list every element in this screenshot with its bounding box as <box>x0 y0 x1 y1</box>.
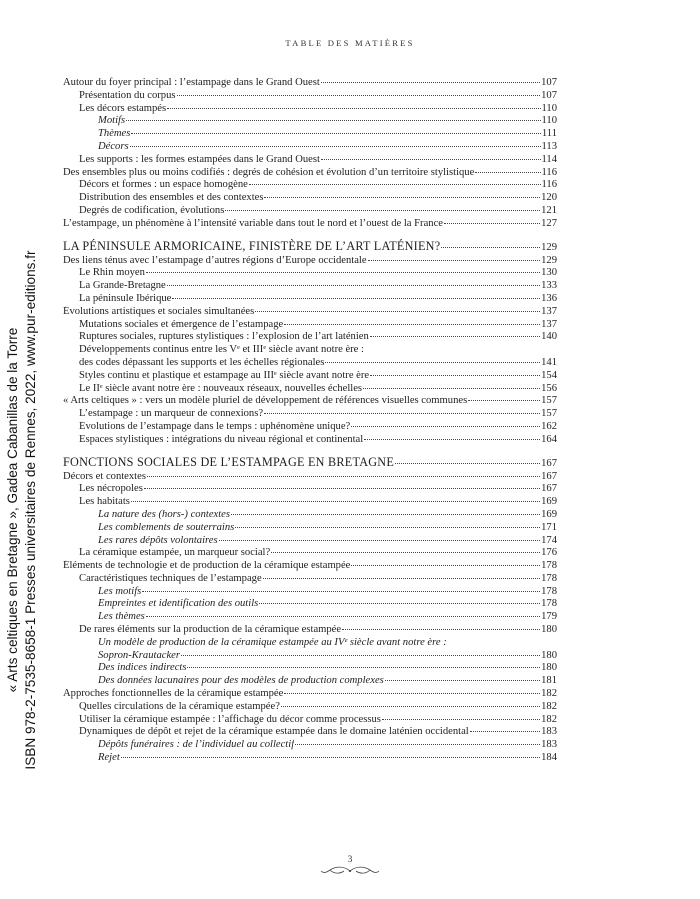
toc-entry <box>63 586 557 599</box>
toc-entry-title: Décors et formes : un espace homogène <box>79 179 248 191</box>
toc-page-number: 110 <box>541 115 557 127</box>
toc-page-number: 154 <box>541 369 557 381</box>
toc-entry-title: Degrés de codification, évolutions <box>79 204 225 216</box>
toc-entry-title: Éléments de technologie et de production de la céramique estampée <box>63 560 351 572</box>
toc-entry <box>63 205 557 218</box>
dot-leader <box>181 655 540 656</box>
toc-entry-title: La péninsule Ibérique <box>79 292 172 304</box>
dot-leader <box>167 285 540 286</box>
toc-entry <box>63 701 557 714</box>
toc-entry-title: Ruptures sociales, ruptures stylistiques : l’explosion de l’art laténien <box>79 331 369 343</box>
toc-page-number: 167 <box>541 458 557 470</box>
dot-leader <box>144 488 540 489</box>
dot-leader <box>172 298 540 299</box>
dot-leader <box>468 400 540 401</box>
toc-page-number: 167 <box>541 483 557 495</box>
toc-entry-title: Quelles circulations de la céramique estampée? <box>79 700 280 712</box>
toc-page-number: 129 <box>541 254 557 266</box>
dot-leader <box>121 757 540 758</box>
dot-leader <box>321 159 541 160</box>
toc-entry <box>63 547 557 560</box>
toc-entry <box>63 331 557 344</box>
toc-entry-title: Évolutions de l’estampage dans le temps : uphénomène unique? <box>79 420 351 432</box>
toc-page-number: 127 <box>541 217 557 229</box>
dot-leader <box>263 578 540 579</box>
toc-entry-title: Mutations sociales et émergence de l’estampage <box>79 318 284 330</box>
toc-entry <box>63 167 557 180</box>
sidebar-line-title: « Arts celtiques en Bretagne », Gadea Cabanillas de la Torre <box>5 327 20 693</box>
toc-page-number: 157 <box>541 408 557 420</box>
toc-entry <box>63 535 557 548</box>
toc-entry-title: Développements continus entre les Vᵉ et IIIᵉ siècle avant notre ère : <box>79 344 364 356</box>
dot-leader <box>187 667 540 668</box>
dot-leader <box>351 565 540 566</box>
toc-entry-title: Les décors estampés <box>79 102 167 114</box>
toc-page-number: 167 <box>541 470 557 482</box>
toc-entry <box>63 255 557 268</box>
toc-entry-title: Approches fonctionnelles de la céramique estampée <box>63 688 284 700</box>
toc-entry <box>63 115 557 128</box>
dot-leader <box>131 133 541 134</box>
toc-page-number: 137 <box>541 318 557 330</box>
toc-entry <box>63 471 557 484</box>
toc-entry-title: Utiliser la céramique estampée : l’affichage du décor comme processus <box>79 713 381 725</box>
toc-page-number: 156 <box>541 382 557 394</box>
toc-block-grand-ouest <box>63 77 557 231</box>
toc-page-number: 133 <box>541 280 557 292</box>
dot-leader <box>130 146 541 147</box>
toc-entry-title: La Grande-Bretagne <box>79 280 166 292</box>
dot-leader <box>444 223 540 224</box>
toc-page-number: 164 <box>541 433 557 445</box>
dot-leader <box>167 108 540 109</box>
dot-leader <box>259 603 540 604</box>
toc-entry-title: LA PÉNINSULE ARMORICAINE, FINISTÈRE DE L’ART LATÉNIEN? <box>63 239 441 254</box>
toc-entry <box>63 357 557 370</box>
copyright-sidebar <box>4 145 48 875</box>
toc-entry <box>63 434 557 447</box>
running-header: TABLE DES MATIÈRES <box>285 38 415 48</box>
toc-entry <box>63 383 557 396</box>
toc-page-number: 129 <box>541 242 557 254</box>
toc-page-number: 111 <box>541 128 557 140</box>
toc-entry-title: Les habitats <box>79 496 130 508</box>
toc-entry <box>63 496 557 509</box>
toc-page-number: 107 <box>541 89 557 101</box>
dot-leader <box>146 616 540 617</box>
toc-page-number: 182 <box>541 700 557 712</box>
dot-leader <box>364 439 540 440</box>
toc-entry-title: Empreintes et identification des outils <box>98 598 259 610</box>
toc-page-number: 130 <box>541 267 557 279</box>
toc-entry-title: La nature des (hors-) contextes <box>98 508 231 520</box>
toc-page-number: 176 <box>541 547 557 559</box>
dot-leader <box>264 413 540 414</box>
toc-page-number: 183 <box>541 739 557 751</box>
page-number: 3 <box>347 855 353 865</box>
toc-entry <box>63 739 557 752</box>
dot-leader <box>264 197 540 198</box>
toc-entry-title: Des ensembles plus ou moins codifiés : degrés de cohésion et évolution d’un territoire stylistique <box>63 166 475 178</box>
toc-page-number: 182 <box>541 688 557 700</box>
dot-leader <box>225 210 540 211</box>
dot-leader <box>255 311 540 312</box>
toc-entry <box>63 560 557 573</box>
toc-section-heading <box>63 455 557 471</box>
toc-page-number: 171 <box>541 521 557 533</box>
toc-entry <box>63 128 557 141</box>
toc-entry-title: des codes dépassant les supports et les échelles régionales <box>79 356 325 368</box>
toc-block-fonctions-sociales <box>63 455 557 765</box>
toc-entry <box>63 483 557 496</box>
dot-leader <box>321 82 540 83</box>
toc-entry-title: Décors et contextes <box>63 470 146 482</box>
dot-leader <box>126 120 540 121</box>
toc-entry <box>63 637 557 650</box>
dot-leader <box>281 706 540 707</box>
dot-leader <box>284 693 540 694</box>
toc-entry-title: Distribution des ensembles et des contextes <box>79 192 264 204</box>
toc-entry <box>63 319 557 332</box>
toc-page-number: 184 <box>541 752 557 764</box>
dot-leader <box>351 426 540 427</box>
toc-entry-title: Les nécropoles <box>79 483 143 495</box>
toc-page-number: 179 <box>541 611 557 623</box>
toc-entry-title: Espaces stylistiques : intégrations du niveau régional et continental <box>79 433 364 445</box>
dot-leader <box>395 463 540 464</box>
toc-page-number: 180 <box>541 624 557 636</box>
toc-entry-title: Styles continu et plastique et estampage au IIIᵉ siècle avant notre ère <box>79 369 370 381</box>
dot-leader <box>363 388 540 389</box>
toc-entry-title: Un modèle de production de la céramique estampée au IVᵉ siècle avant notre ère : <box>98 636 447 648</box>
toc-page-number: 169 <box>541 508 557 520</box>
toc-entry <box>63 408 557 421</box>
toc-entry-title: Des liens ténus avec l’estampage d’autres régions d’Europe occidentale <box>63 254 367 266</box>
toc-page-number: 116 <box>541 179 557 191</box>
dot-leader <box>235 527 540 528</box>
toc-entry <box>63 370 557 383</box>
toc-page-number: 110 <box>541 102 557 114</box>
dot-leader <box>342 629 540 630</box>
toc-entry <box>63 103 557 116</box>
toc-entry-title: Motifs <box>98 115 126 127</box>
toc-page-number: 178 <box>541 572 557 584</box>
toc-entry <box>63 662 557 675</box>
toc-entry-title: Rejet <box>98 752 120 764</box>
toc-entry <box>63 726 557 739</box>
dot-leader <box>382 719 540 720</box>
dot-leader <box>370 336 540 337</box>
toc-page-number: 136 <box>541 292 557 304</box>
dot-leader <box>146 272 540 273</box>
toc-entry-title: Les thèmes <box>98 611 145 623</box>
dot-leader <box>475 172 540 173</box>
dot-leader <box>295 744 540 745</box>
toc-entry-title: Les motifs <box>98 585 142 597</box>
sidebar-line-isbn: ISBN 978-2-7535-8658-1 Presses universitaires de Rennes, 2022, www.pur-editions.fr <box>23 250 38 770</box>
toc-page-number: 174 <box>541 534 557 546</box>
dot-leader <box>368 260 541 261</box>
toc-entry-title: Sopron-Krautacker <box>98 649 180 661</box>
toc-page-number: 141 <box>541 356 557 368</box>
toc-entry-title: Autour du foyer principal : l’estampage dans le Grand Ouest <box>63 77 320 88</box>
toc-entry <box>63 522 557 535</box>
toc-entry-title: L’estampage : un marqueur de connexions? <box>79 408 264 420</box>
toc-entry-title: Thèmes <box>98 128 131 140</box>
dot-leader <box>142 591 540 592</box>
dot-leader <box>177 95 541 96</box>
dot-leader <box>470 731 540 732</box>
toc-block-peninsule-armoricaine <box>63 239 557 446</box>
toc-entry-title: Les comblements de souterrains <box>98 521 235 533</box>
dot-leader <box>284 324 540 325</box>
toc-page-number: 157 <box>541 395 557 407</box>
toc-page-number: 178 <box>541 560 557 572</box>
toc-entry <box>63 306 557 319</box>
dot-leader <box>219 540 541 541</box>
toc-page-number: 120 <box>541 192 557 204</box>
toc-page-number: 114 <box>541 153 557 165</box>
dot-leader <box>271 552 540 553</box>
toc-entry-title: De rares éléments sur la production de la céramique estampée <box>79 624 342 636</box>
dot-leader <box>325 362 540 363</box>
toc-entry-title: Les rares dépôts volontaires <box>98 534 218 546</box>
toc-entry <box>63 344 557 357</box>
toc-entry <box>63 90 557 103</box>
toc-entry <box>63 293 557 306</box>
toc-entry-title: Présentation du corpus <box>79 89 176 101</box>
toc-entry <box>63 688 557 701</box>
toc-entry <box>63 154 557 167</box>
toc-entry <box>63 624 557 637</box>
toc-entry <box>63 218 557 231</box>
toc-entry-title: Caractéristiques techniques de l’estampage <box>79 572 262 584</box>
toc-page-number: 180 <box>541 662 557 674</box>
toc-entry <box>63 650 557 663</box>
toc-entry-title: Décors <box>98 140 129 152</box>
dot-leader <box>231 514 540 515</box>
toc-entry-title: FONCTIONS SOCIALES DE L’ESTAMPAGE EN BRETAGNE <box>63 455 395 470</box>
toc-entry-title: Des données lacunaires pour des modèles de production complexes <box>98 675 384 687</box>
toc-entry <box>63 141 557 154</box>
toc-entry <box>63 77 557 90</box>
dot-leader <box>249 184 541 185</box>
toc-page-number: 169 <box>541 496 557 508</box>
toc-entry <box>63 714 557 727</box>
toc-entry-title: Les supports : les formes estampées dans le Grand Ouest <box>79 153 320 165</box>
dot-leader <box>147 476 540 477</box>
dot-leader <box>441 247 540 248</box>
toc-entry-title: L’estampage, un phénomène à l’intensité variable dans tout le nord et l’ouest de la France <box>63 217 443 229</box>
toc-page-number: 121 <box>541 204 557 216</box>
toc-entry-title: La céramique estampée, un marqueur social? <box>79 547 271 559</box>
ornament-flourish-icon <box>320 865 380 877</box>
toc-page-number: 107 <box>541 77 557 88</box>
toc-entry-title: Le Rhin moyen <box>79 267 145 279</box>
toc-entry <box>63 611 557 624</box>
toc-entry-title: Évolutions artistiques et sociales simultanées <box>63 305 255 317</box>
toc-entry <box>63 509 557 522</box>
page-footer <box>0 855 700 877</box>
toc-page-number: 116 <box>541 166 557 178</box>
toc-entry <box>63 179 557 192</box>
toc-page-number: 178 <box>541 585 557 597</box>
toc-page-number: 182 <box>541 713 557 725</box>
toc-entry-title: « Arts celtiques » : vers un modèle pluriel de développement de références visuelles communes <box>63 395 468 407</box>
toc-page-number: 140 <box>541 331 557 343</box>
toc-entry <box>63 280 557 293</box>
toc-page-number: 181 <box>541 675 557 687</box>
toc-page-number: 183 <box>541 726 557 738</box>
table-of-contents <box>63 77 557 765</box>
toc-entry <box>63 598 557 611</box>
toc-entry <box>63 421 557 434</box>
toc-entry <box>63 395 557 408</box>
toc-entry <box>63 752 557 765</box>
toc-section-heading <box>63 239 557 255</box>
toc-page-number: 180 <box>541 649 557 661</box>
dot-leader <box>370 375 540 376</box>
toc-page-number: 113 <box>541 140 557 152</box>
toc-page-number: 178 <box>541 598 557 610</box>
toc-entry-title: Dépôts funéraires : de l’individuel au collectif <box>98 739 295 751</box>
toc-entry <box>63 267 557 280</box>
toc-entry <box>63 675 557 688</box>
toc-page-number: 162 <box>541 420 557 432</box>
toc-entry <box>63 573 557 586</box>
dot-leader <box>385 680 540 681</box>
dot-leader <box>131 501 540 502</box>
toc-entry <box>63 192 557 205</box>
toc-entry-title: Le IIᵉ siècle avant notre ère : nouveaux réseaux, nouvelles échelles <box>79 382 363 394</box>
toc-page-number: 137 <box>541 305 557 317</box>
toc-entry-title: Dynamiques de dépôt et rejet de la céramique estampée dans le domaine laténien occidental <box>79 726 469 738</box>
toc-entry-title: Des indices indirects <box>98 662 187 674</box>
